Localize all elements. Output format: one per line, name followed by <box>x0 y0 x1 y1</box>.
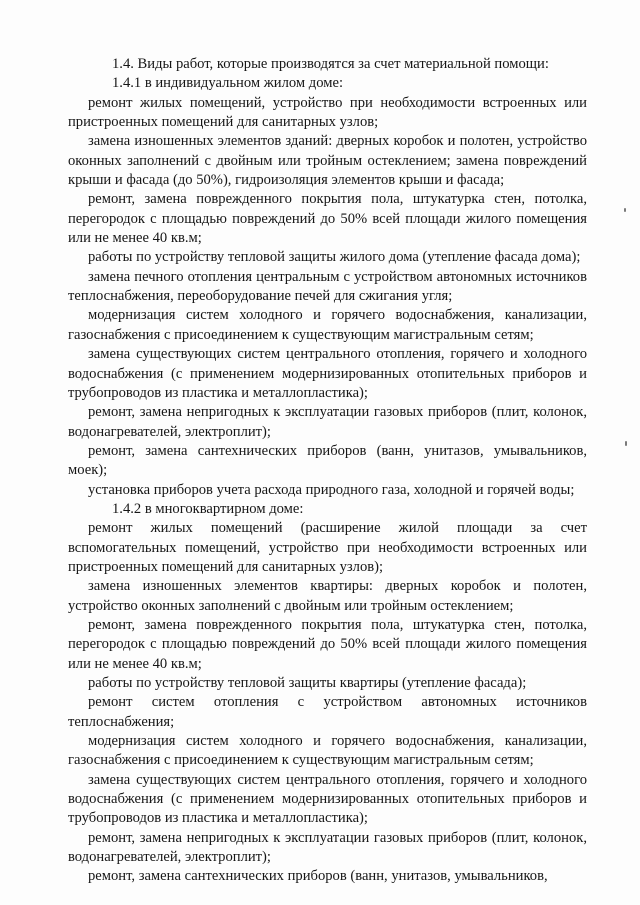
list-item: модернизация систем холодного и горячего водоснабжения, канализации, газоснабжения с присоединением к существующим магистральным сетям; <box>68 733 587 769</box>
list-item: ремонт систем отопления с устройством автономных источников теплоснабжения; <box>68 694 587 730</box>
scan-speck <box>625 441 627 446</box>
list-item: замена существующих систем центрального отопления, горячего и холодного водоснабжения (с применением модернизированных отопительных приборов и трубопроводов из пластика и металлопластика); <box>68 346 587 401</box>
list-item: замена существующих систем центрального отопления, горячего и холодного водоснабжения (с применением модернизированных отопительных приборов и трубопроводов из пластика и металлопластика); <box>68 771 587 827</box>
list-item: ремонт, замена непригодных к эксплуатации газовых приборов (плит, колонок, водонагревателей, электроплит); <box>68 404 587 440</box>
list-item: ремонт, замена сантехнических приборов (ванн, унитазов, умывальников, <box>88 868 548 885</box>
list-item: замена печного отопления центральным с устройством автономных источников теплоснабжения, переоборудование печей для сжигания угля; <box>68 268 587 305</box>
list-item: ремонт, замена поврежденного покрытия пола, штукатурка стен, потолка, перегородок с площадью повреждений до 50% всей площади жилого помещения или не менее 40 кв.м; <box>68 616 587 672</box>
list-item: ремонт жилых помещений (расширение жилой площади за счет вспомогательных помещений, устройство при необходимости встроенных или пристроенных помещений для санитарных узлов); <box>68 520 587 575</box>
list-item: замена изношенных элементов квартиры: дверных коробок и полотен, устройство оконных заполнений с двойным или тройным остеклением; <box>68 578 587 614</box>
list-item: ремонт, замена поврежденного покрытия пола, штукатурка стен, потолка, перегородок с площадью повреждений до 50% всей площади жилого помещения или не менее 40 кв.м; <box>68 191 587 247</box>
list-item: ремонт, замена сантехнических приборов (ванн, унитазов, умывальников, моек); <box>68 442 587 479</box>
list-item: ремонт жилых помещений, устройство при необходимости встроенных или пристроенных помещений для санитарных узлов; <box>68 94 587 131</box>
document-body <box>68 55 587 887</box>
list-item: модернизация систем холодного и горячего водоснабжения, канализации, газоснабжения с присоединением к существующим магистральным сетям; <box>68 307 587 343</box>
list-item: замена изношенных элементов зданий: дверных коробок и полотен, устройство оконных заполнений с двойным или тройным остеклением; замена повреждений крыши и фасада (до 50%), гидроизоляция элементов крыши и фасада; <box>68 133 587 189</box>
section-heading-1-4-2: 1.4.2 в многоквартирном доме: <box>112 500 304 517</box>
list-item: работы по устройству тепловой защиты квартиры (утепление фасада); <box>88 675 527 691</box>
section-heading-1-4-1: 1.4.1 в индивидуальном жилом доме: <box>112 75 344 92</box>
list-item: работы по устройству тепловой защиты жилого дома (утепление фасада дома); <box>88 249 581 266</box>
list-item: установка приборов учета расхода природного газа, холодной и горячей воды; <box>88 481 575 498</box>
list-item: ремонт, замена непригодных к эксплуатации газовых приборов (плит, колонок, водонагревателей, электроплит); <box>68 829 587 866</box>
section-heading-1-4: 1.4. Виды работ, которые производятся за счет материальной помощи: <box>112 56 549 72</box>
scan-speck <box>624 208 626 212</box>
